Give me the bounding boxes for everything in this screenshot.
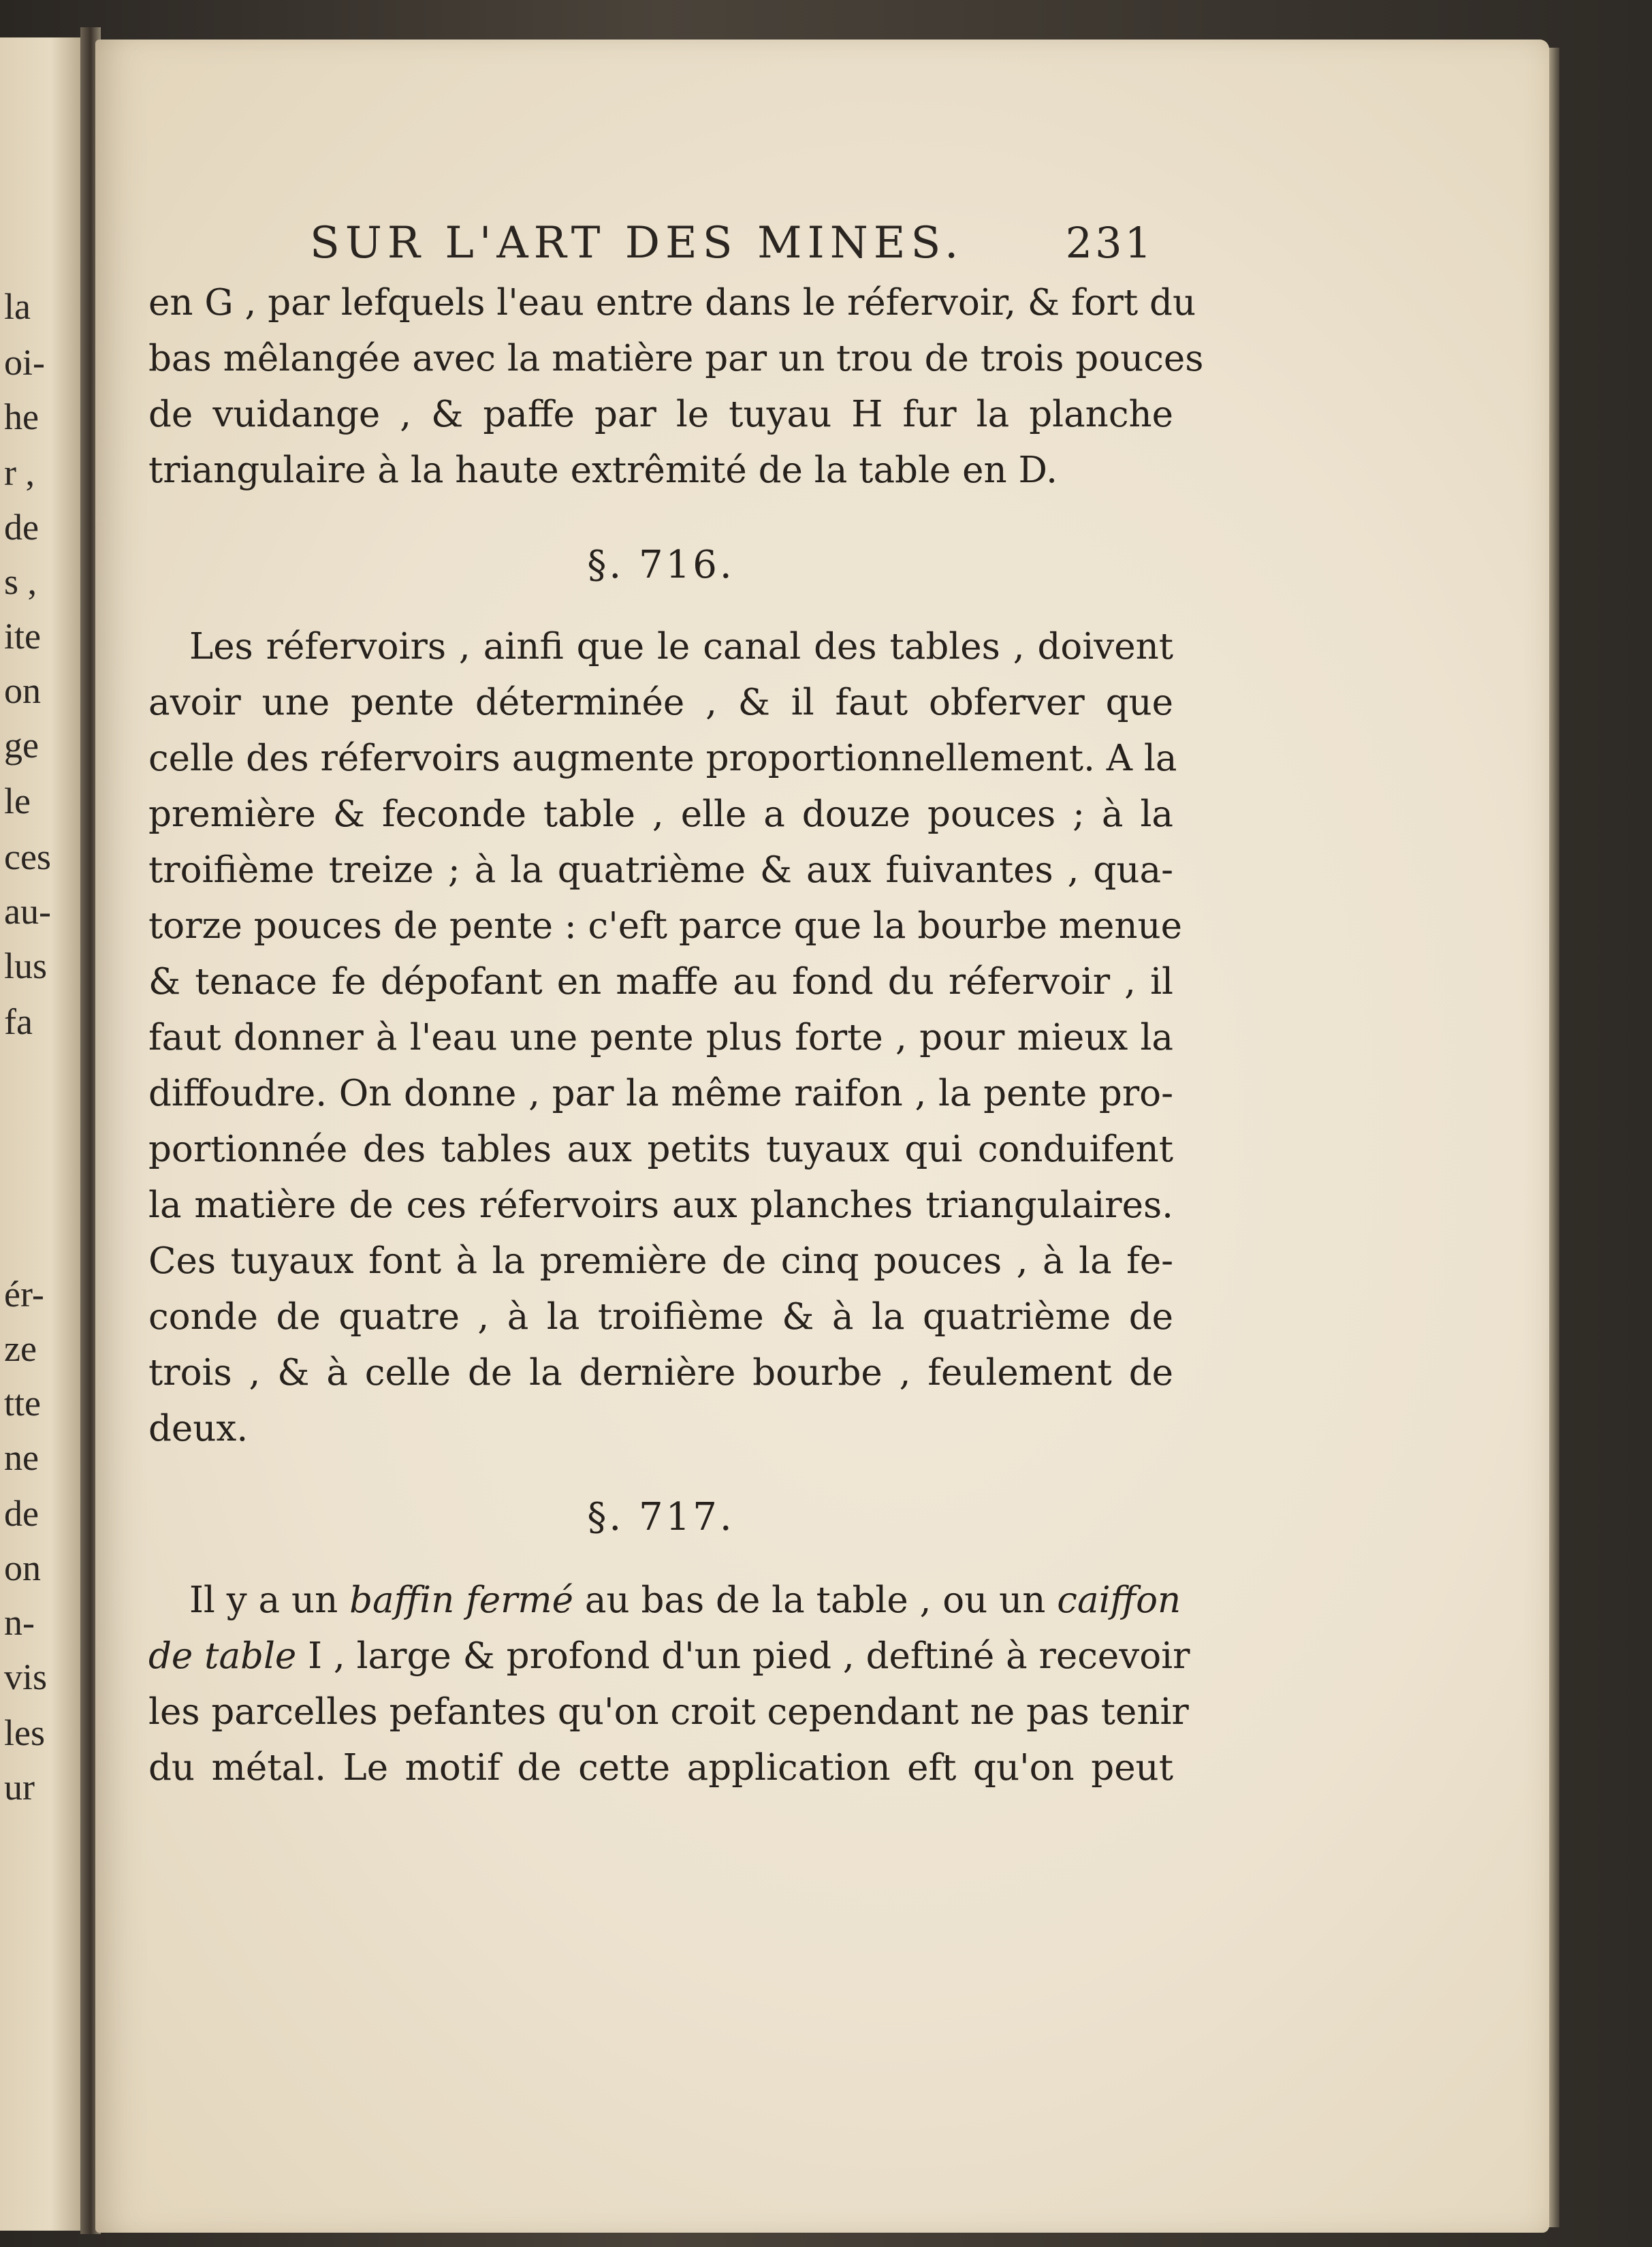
left-fragment: de — [4, 1493, 39, 1534]
text-line: Les réfervoirs , ainfi que le canal des tables , doivent — [189, 626, 1173, 667]
page-number: 231 — [1065, 218, 1154, 268]
running-header — [310, 218, 1154, 272]
left-fragment: lus — [4, 945, 48, 986]
text-line: celle des réfervoirs augmente proportionnellement. A la — [148, 738, 1177, 779]
section-heading-716: §. 716. — [587, 543, 735, 587]
text-line: Ces tuyaux font à la première de cinq pouces , à la fe- — [148, 1240, 1173, 1282]
running-title: SUR L'ART DES MINES. — [310, 218, 964, 268]
text-line: trois , & à celle de la dernière bourbe , feulement de — [148, 1352, 1173, 1394]
text-line: les parcelles pefantes qu'on croit cependant ne pas tenir — [148, 1691, 1189, 1733]
left-fragment: de — [4, 507, 39, 548]
text-span: Il y a un — [189, 1580, 350, 1621]
text-line: deux. — [148, 1408, 249, 1449]
left-page-edge — [0, 37, 85, 2231]
left-fragment: vis — [4, 1656, 48, 1697]
text-line: bas mêlangée avec la matière par un trou de trois pouces — [148, 338, 1204, 379]
left-fragment: he — [4, 396, 39, 437]
left-fragment: ze — [4, 1328, 37, 1369]
text-line: en G , par lefquels l'eau entre dans le réfervoir, & fort du — [148, 282, 1196, 324]
text-line — [189, 1573, 1181, 1628]
text-line: la matière de ces réfervoirs aux planches triangulaires. — [148, 1184, 1173, 1226]
text-span: I , large & profond d'un pied , deftiné à recevoir — [296, 1635, 1190, 1677]
left-fragment: ér- — [4, 1274, 44, 1315]
text-line: torze pouces de pente : c'eft parce que la bourbe menue — [148, 905, 1183, 947]
left-fragment: ite — [4, 616, 41, 657]
italic-term: de table — [148, 1635, 297, 1677]
left-fragment: les — [4, 1712, 45, 1753]
text-span: au bas de la table , ou un — [573, 1580, 1058, 1621]
text-line: du métal. Le motif de cette application eft qu'on peut — [148, 1747, 1173, 1789]
text-line: avoir une pente déterminée , & il faut obferver que — [148, 682, 1173, 723]
italic-term: baffin fermé — [349, 1580, 574, 1621]
left-fragment: au- — [4, 891, 51, 932]
left-fragment: n- — [4, 1602, 35, 1643]
left-fragment: on — [4, 1547, 41, 1588]
text-line: conde de quatre , à la troifième & à la quatrième de — [148, 1296, 1173, 1338]
left-fragment: r , — [4, 452, 35, 493]
text-line: première & feconde table , elle a douze pouces ; à la — [148, 793, 1173, 835]
text-line: faut donner à l'eau une pente plus forte , pour mieux la — [148, 1017, 1173, 1058]
left-fragment: ne — [4, 1437, 39, 1478]
text-line: portionnée des tables aux petits tuyaux qui conduifent — [148, 1129, 1173, 1170]
text-line: triangulaire à la haute extrêmité de la table en D. — [148, 450, 1058, 491]
section-heading-717: §. 717. — [587, 1495, 735, 1539]
left-fragment: la — [4, 286, 31, 327]
left-fragment: le — [4, 781, 31, 821]
italic-term: caiffon — [1057, 1580, 1181, 1621]
text-line — [148, 1629, 1190, 1684]
text-line: & tenace fe dépofant en maffe au fond du réfervoir , il — [148, 961, 1173, 1003]
text-line: de vuidange , & paffe par le tuyau H fur la planche — [148, 394, 1173, 435]
left-fragment: ur — [4, 1767, 35, 1808]
left-fragment: fa — [4, 1001, 33, 1042]
text-line: diffoudre. On donne , par la même raifon , la pente pro- — [148, 1073, 1173, 1114]
left-fragment: tte — [4, 1383, 41, 1424]
left-fragment: on — [4, 670, 41, 711]
left-fragment: s , — [4, 561, 37, 602]
left-fragment: ces — [4, 836, 51, 877]
text-line: troifième treize ; à la quatrième & aux fuivantes , qua- — [148, 849, 1173, 891]
left-fragment: ge — [4, 725, 39, 766]
left-fragment: oi- — [4, 342, 45, 383]
